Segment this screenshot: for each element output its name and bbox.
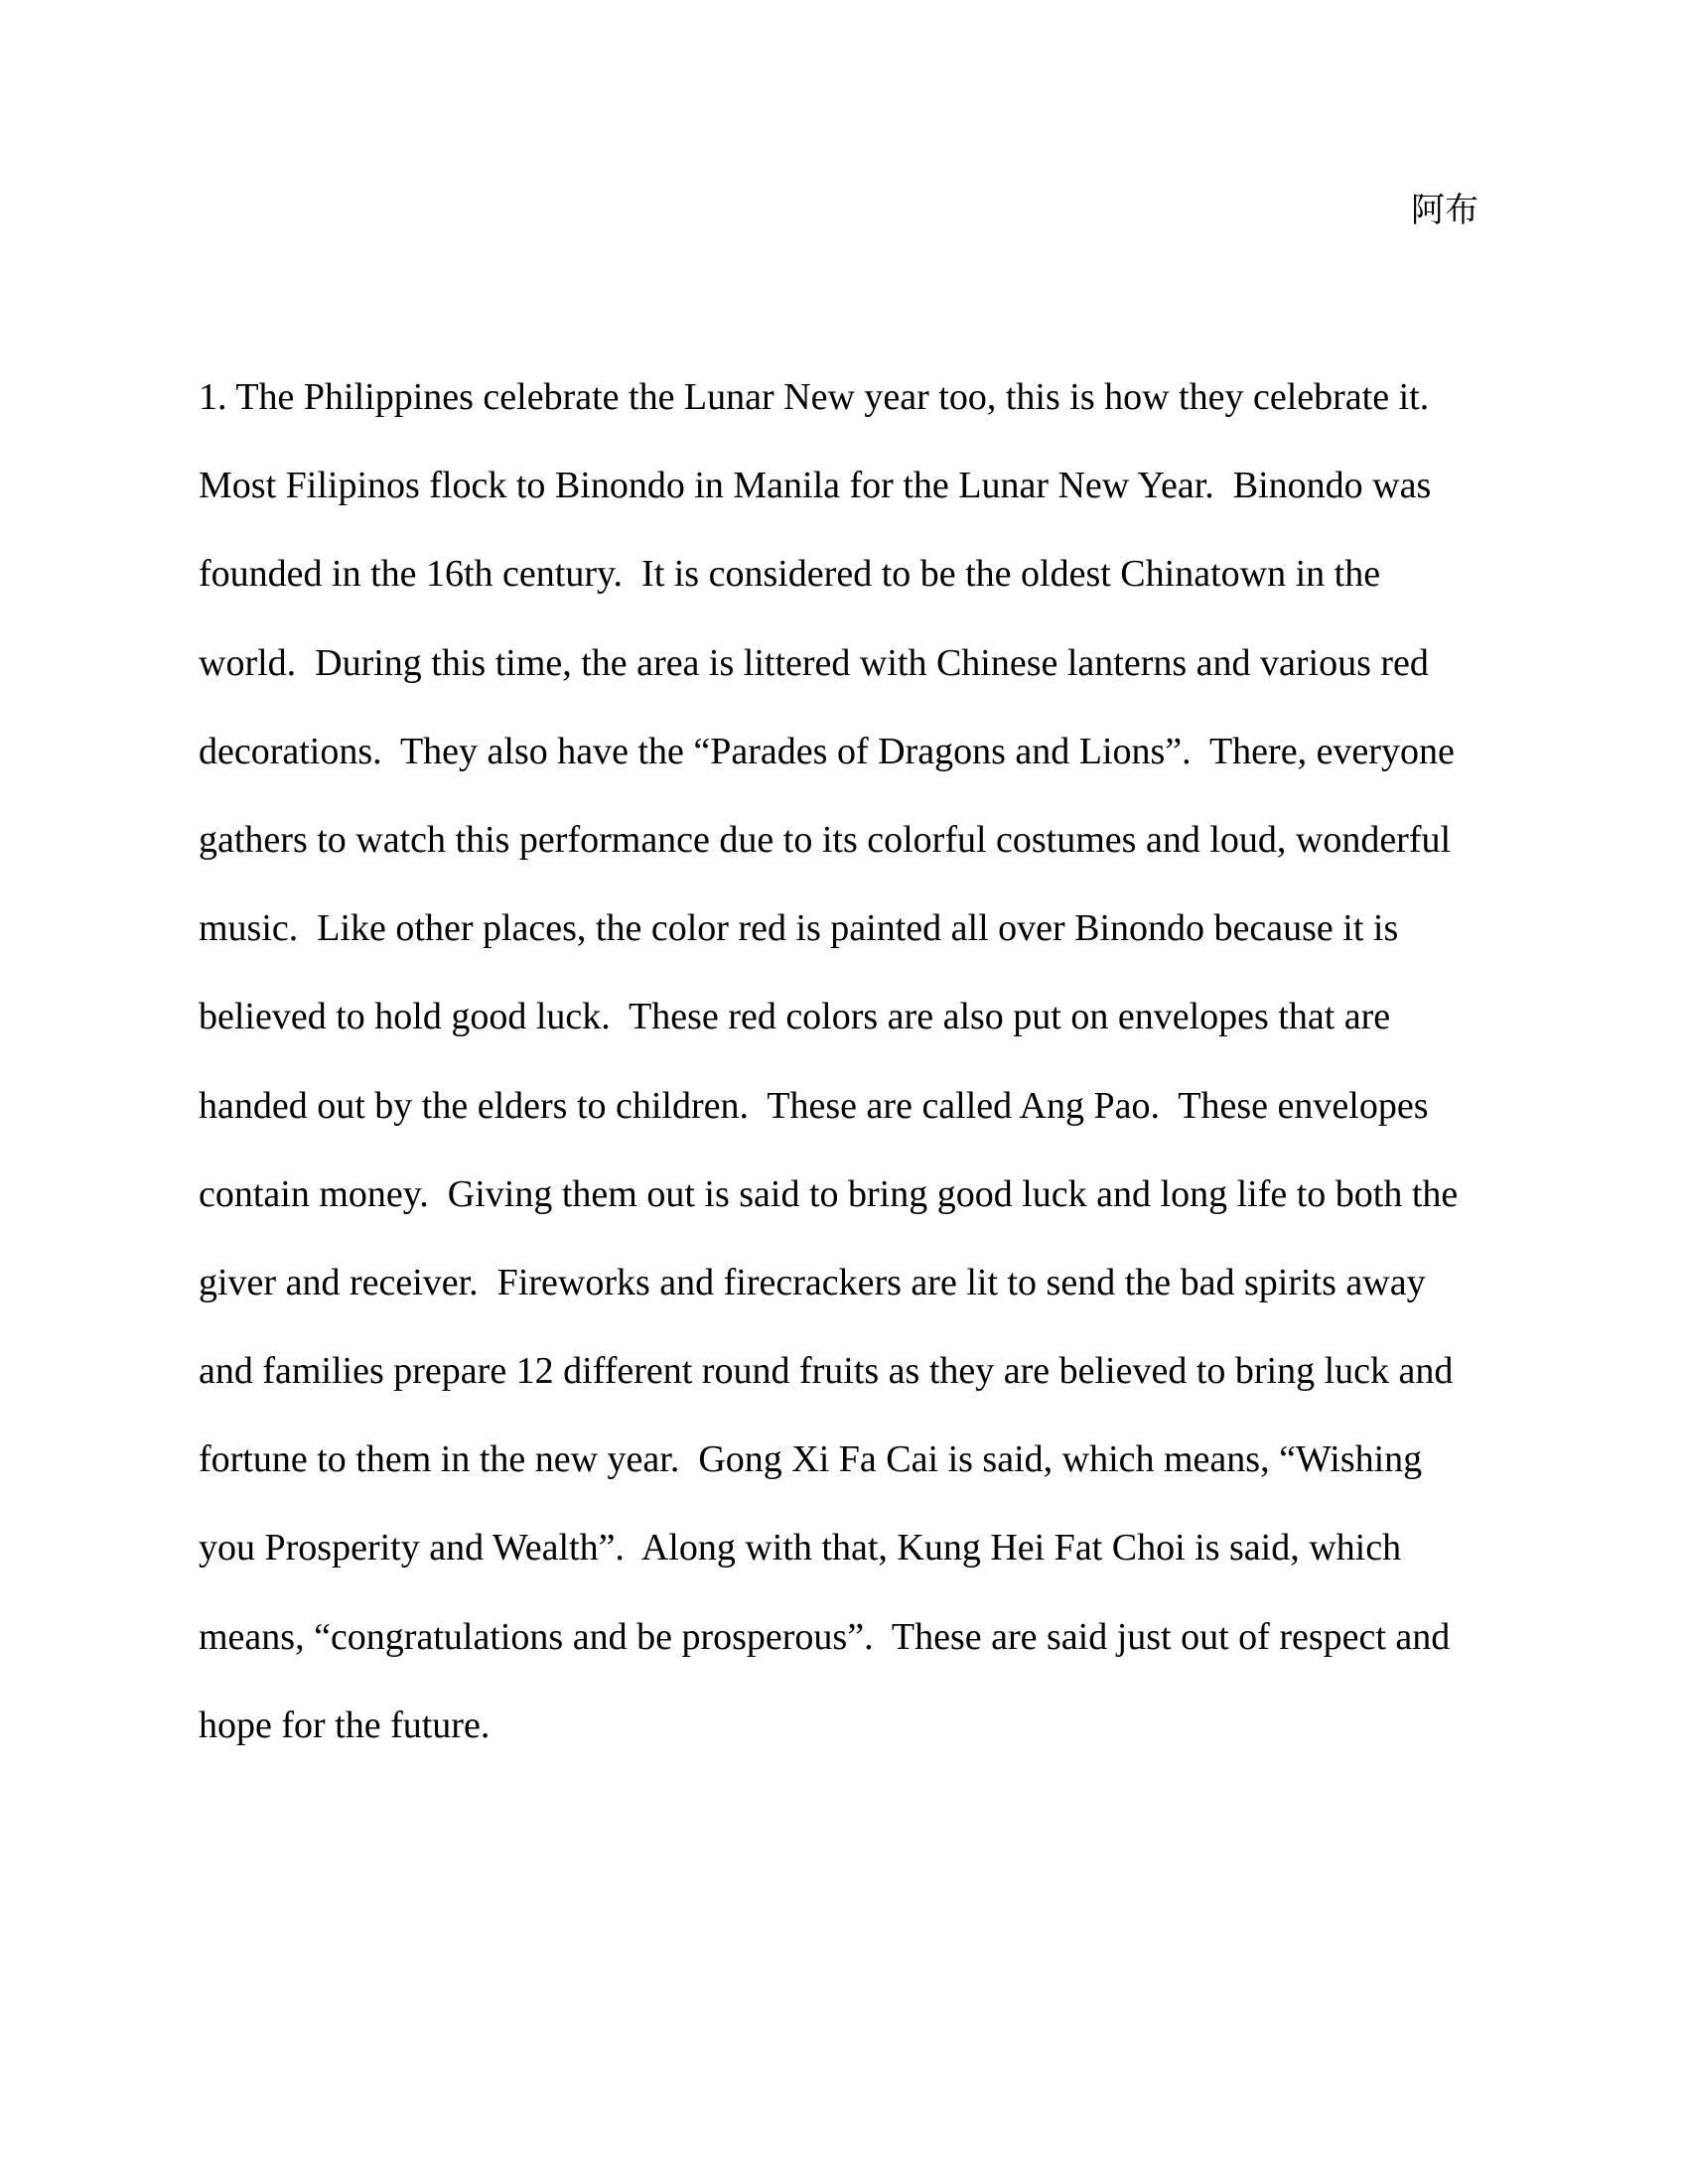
text-line: 1. The Philippines celebrate the Lunar New year too, this is how they celebrate it.: [199, 376, 1430, 418]
text-line: decorations. They also have the “Parades of Dragons and Lions”. There, everyone: [199, 730, 1455, 772]
paragraph-1: [199, 367, 1499, 1784]
text-line: hope for the future.: [199, 1704, 491, 1746]
text-line: believed to hold good luck. These red colors are also put on envelopes that are: [199, 996, 1391, 1038]
text-line: and families prepare 12 different round fruits as they are believed to bring luck and: [199, 1350, 1454, 1393]
text-line: music. Like other places, the color red is painted all over Binondo because it is: [199, 907, 1399, 950]
text-line: Most Filipinos flock to Binondo in Manila for the Lunar New Year. Binondo was: [199, 465, 1432, 507]
text-line: means, “congratulations and be prosperous”. These are said just out of respect and: [199, 1615, 1451, 1658]
text-line: contain money. Giving them out is said to bring good luck and long life to both the: [199, 1172, 1459, 1215]
text-line: fortune to them in the new year. Gong Xi Fa Cai is said, which means, “Wishing: [199, 1438, 1423, 1481]
text-line: world. During this time, the area is littered with Chinese lanterns and various red: [199, 641, 1429, 684]
text-line: you Prosperity and Wealth”. Along with that, Kung Hei Fat Choi is said, which: [199, 1527, 1402, 1570]
text-line: founded in the 16th century. It is considered to be the oldest Chinatown in the: [199, 553, 1381, 596]
text-line: gathers to watch this performance due to its colorful costumes and loud, wonderful: [199, 818, 1452, 861]
text-line: giver and receiver. Fireworks and firecrackers are lit to send the bad spirits away: [199, 1261, 1426, 1303]
text-line: handed out by the elders to children. These are called Ang Pao. These envelopes: [199, 1084, 1429, 1127]
author-name: 阿布: [1411, 191, 1478, 230]
